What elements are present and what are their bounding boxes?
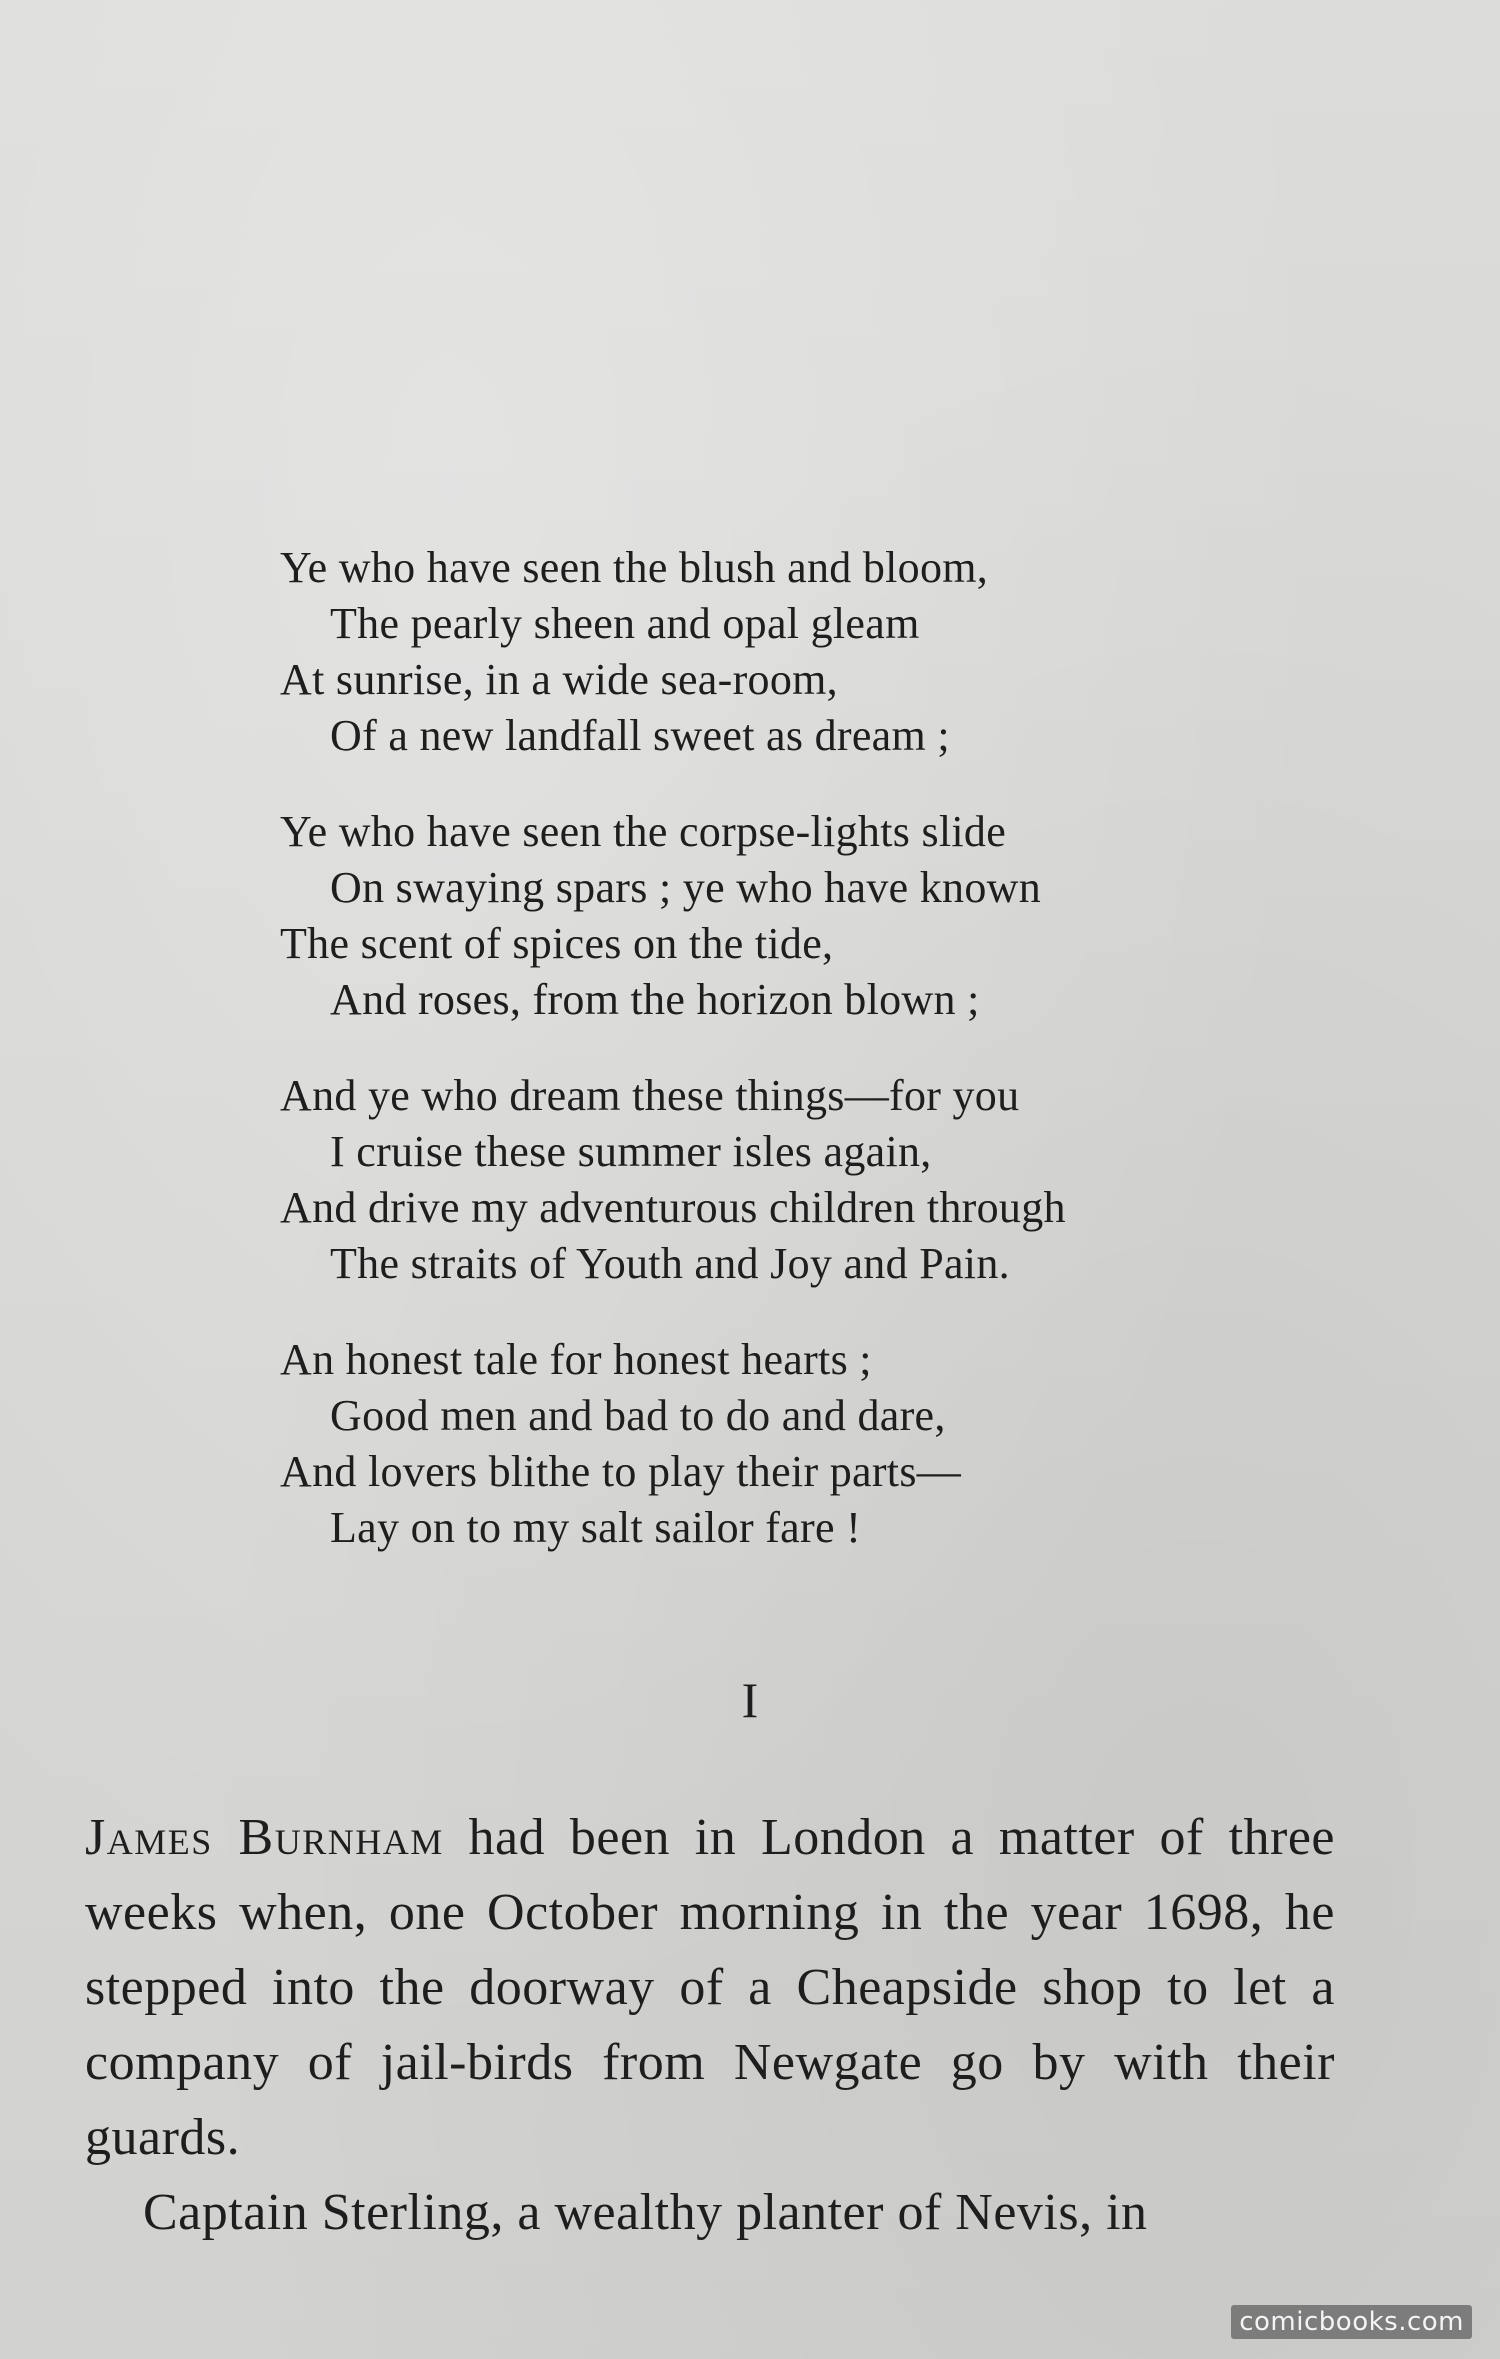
poem-line: Ye who have seen the blush and bloom, [280, 543, 989, 592]
poem-stanza [280, 1332, 1280, 1556]
poem-line: And roses, from the horizon blown ; [330, 975, 980, 1024]
paragraph: Captain Sterling, a wealthy planter of Nevis, in [143, 2184, 1148, 2241]
paragraph [85, 1800, 1335, 2175]
poem-line: And ye who dream these things—for you [280, 1071, 1020, 1120]
epigraph-poem [280, 540, 1280, 1596]
poem-line: At sunrise, in a wide sea-room, [280, 655, 838, 704]
poem-stanza [280, 540, 1280, 764]
poem-line: The pearly sheen and opal gleam [330, 599, 920, 648]
paragraph-text: had been in London a matter of three weeks when, one October morning in the year 1698, he stepped into the doorway of a Cheapside shop to let a company of jail-birds from Newgate go by with their guards. [85, 1809, 1336, 2166]
chapter-text [85, 1800, 1335, 2250]
poem-line: An honest tale for honest hearts ; [280, 1335, 872, 1384]
poem-line: And lovers blithe to play their parts— [280, 1447, 962, 1496]
poem-line: On swaying spars ; ye who have known [330, 863, 1042, 912]
poem-stanza [280, 1068, 1280, 1292]
poem-line: I cruise these summer isles again, [330, 1127, 932, 1176]
poem-line: Ye who have seen the corpse-lights slide [280, 807, 1007, 856]
poem-line: The straits of Youth and Joy and Pain. [330, 1239, 1010, 1288]
poem-line: Lay on to my salt sailor fare ! [330, 1503, 862, 1552]
chapter-number: I [741, 1672, 759, 1728]
character-name: James Burnham [85, 1809, 444, 1866]
poem-line: The scent of spices on the tide, [280, 919, 834, 968]
poem-line: Of a new landfall sweet as dream ; [330, 711, 950, 760]
poem-line: And drive my adventurous children through [280, 1183, 1066, 1232]
poem-line: Good men and bad to do and dare, [330, 1391, 946, 1440]
poem-stanza [280, 804, 1280, 1028]
watermark: comicbooks.com [1231, 2305, 1472, 2339]
